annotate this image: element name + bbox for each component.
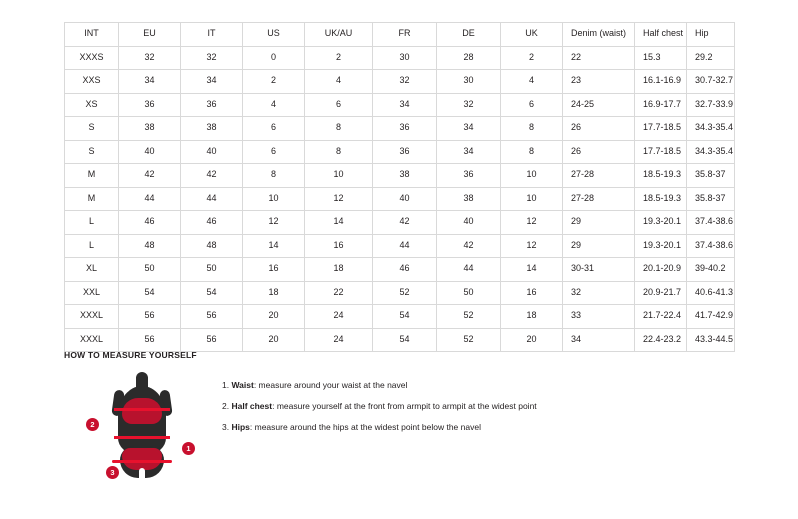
- measure-note-number: 2.: [222, 401, 230, 412]
- table-cell: 20.1-20.9: [635, 258, 687, 282]
- table-cell: 6: [243, 117, 305, 141]
- table-cell: 32: [119, 46, 181, 70]
- size-table: [64, 22, 735, 352]
- table-row: [65, 70, 735, 94]
- table-cell: 48: [119, 234, 181, 258]
- table-cell: 32: [437, 93, 501, 117]
- table-cell: 34: [373, 93, 437, 117]
- table-cell: 54: [373, 328, 437, 352]
- table-cell: 30-31: [563, 258, 635, 282]
- table-cell: 50: [181, 258, 243, 282]
- table-cell: 54: [373, 305, 437, 329]
- table-cell: 34: [119, 70, 181, 94]
- table-cell: 37.4-38.6: [687, 234, 735, 258]
- table-row: [65, 117, 735, 141]
- table-cell: 24-25: [563, 93, 635, 117]
- table-cell: 17.7-18.5: [635, 117, 687, 141]
- table-cell: 40: [181, 140, 243, 164]
- table-row: [65, 281, 735, 305]
- table-cell: 52: [437, 328, 501, 352]
- how-to-measure-section: [64, 350, 744, 490]
- measurement-figure: [84, 370, 204, 490]
- table-cell: XS: [65, 93, 119, 117]
- table-cell: 42: [181, 164, 243, 188]
- table-cell: 2: [305, 46, 373, 70]
- table-cell: 38: [181, 117, 243, 141]
- table-cell: 12: [305, 187, 373, 211]
- table-cell: 12: [243, 211, 305, 235]
- table-cell: XXS: [65, 70, 119, 94]
- table-cell: 29: [563, 234, 635, 258]
- table-cell: 32: [181, 46, 243, 70]
- table-cell: 41.7-42.9: [687, 305, 735, 329]
- table-cell: 34: [437, 117, 501, 141]
- table-cell: 2: [501, 46, 563, 70]
- table-cell: 6: [243, 140, 305, 164]
- table-row: [65, 305, 735, 329]
- measure-note-half-chest: [222, 401, 537, 411]
- table-cell: 36: [373, 117, 437, 141]
- table-cell: 34: [563, 328, 635, 352]
- table-row: [65, 46, 735, 70]
- table-cell: 27-28: [563, 187, 635, 211]
- table-cell: 8: [501, 140, 563, 164]
- table-cell: XXL: [65, 281, 119, 305]
- table-cell: M: [65, 187, 119, 211]
- table-cell: 30.7-32.7: [687, 70, 735, 94]
- size-chart: [64, 22, 734, 352]
- table-cell: 14: [305, 211, 373, 235]
- table-cell: 20: [243, 305, 305, 329]
- table-cell: 40.6-41.3: [687, 281, 735, 305]
- table-cell: 38: [119, 117, 181, 141]
- half-chest-measure-line: [114, 408, 170, 411]
- table-cell: 10: [501, 187, 563, 211]
- column-header-it: IT: [181, 23, 243, 47]
- measure-note-term: Half chest: [231, 401, 273, 412]
- table-cell: L: [65, 211, 119, 235]
- table-cell: 40: [437, 211, 501, 235]
- table-cell: 24: [305, 305, 373, 329]
- table-cell: 40: [119, 140, 181, 164]
- table-cell: 48: [181, 234, 243, 258]
- mannequin-leg-gap: [139, 468, 145, 482]
- measure-note-text: : measure yourself at the front from armpit to armpit at the widest point: [272, 401, 537, 412]
- table-cell: 29: [563, 211, 635, 235]
- measure-note-text: : measure around your waist at the navel: [253, 380, 408, 390]
- table-cell: 17.7-18.5: [635, 140, 687, 164]
- measure-notes: [222, 370, 537, 444]
- table-cell: 40: [373, 187, 437, 211]
- table-cell: 56: [181, 328, 243, 352]
- table-cell: 6: [305, 93, 373, 117]
- measure-note-term: Hips: [231, 422, 250, 433]
- measure-note-term: Waist: [231, 380, 254, 390]
- table-header-row: [65, 23, 735, 47]
- table-cell: 27-28: [563, 164, 635, 188]
- table-cell: 26: [563, 140, 635, 164]
- table-cell: 36: [373, 140, 437, 164]
- table-cell: XXXL: [65, 328, 119, 352]
- how-to-measure-title: HOW TO MEASURE YOURSELF: [64, 350, 197, 360]
- table-cell: 26: [563, 117, 635, 141]
- table-cell: 56: [119, 305, 181, 329]
- measure-note-number: 1.: [222, 380, 230, 390]
- table-row: [65, 211, 735, 235]
- table-cell: 32.7-33.9: [687, 93, 735, 117]
- measure-note-waist: [222, 380, 537, 390]
- table-cell: 28: [437, 46, 501, 70]
- table-cell: 16: [305, 234, 373, 258]
- table-cell: 10: [305, 164, 373, 188]
- table-cell: 42: [373, 211, 437, 235]
- table-cell: 37.4-38.6: [687, 211, 735, 235]
- measure-note-number: 3.: [222, 422, 230, 433]
- table-cell: 30: [373, 46, 437, 70]
- table-cell: 19.3-20.1: [635, 234, 687, 258]
- table-cell: 46: [181, 211, 243, 235]
- column-header-uk: UK: [501, 23, 563, 47]
- table-cell: 38: [373, 164, 437, 188]
- table-cell: S: [65, 140, 119, 164]
- table-cell: 44: [119, 187, 181, 211]
- table-cell: 54: [181, 281, 243, 305]
- table-cell: 4: [243, 93, 305, 117]
- marker-3-hips: 3: [106, 466, 119, 479]
- column-header-int: INT: [65, 23, 119, 47]
- table-cell: 20: [243, 328, 305, 352]
- table-cell: 32: [373, 70, 437, 94]
- table-cell: XXXL: [65, 305, 119, 329]
- mannequin-bottom-garment: [122, 448, 162, 470]
- table-cell: 36: [181, 93, 243, 117]
- table-cell: 22: [305, 281, 373, 305]
- table-cell: 34: [181, 70, 243, 94]
- table-cell: 54: [119, 281, 181, 305]
- table-cell: M: [65, 164, 119, 188]
- table-cell: 22: [563, 46, 635, 70]
- table-row: [65, 187, 735, 211]
- table-cell: 50: [119, 258, 181, 282]
- table-cell: L: [65, 234, 119, 258]
- table-cell: 33: [563, 305, 635, 329]
- column-header-fr: FR: [373, 23, 437, 47]
- table-row: [65, 93, 735, 117]
- table-cell: 46: [373, 258, 437, 282]
- column-header-us: US: [243, 23, 305, 47]
- table-cell: 43.3-44.5: [687, 328, 735, 352]
- table-row: [65, 328, 735, 352]
- table-row: [65, 140, 735, 164]
- table-cell: 52: [437, 305, 501, 329]
- table-cell: 44: [437, 258, 501, 282]
- marker-2-half-chest: 2: [86, 418, 99, 431]
- measure-note-text: : measure around the hips at the widest point below the navel: [249, 422, 481, 433]
- table-cell: 19.3-20.1: [635, 211, 687, 235]
- table-cell: 38: [437, 187, 501, 211]
- table-cell: 8: [243, 164, 305, 188]
- table-cell: 4: [305, 70, 373, 94]
- table-cell: 35.8-37: [687, 187, 735, 211]
- table-cell: 32: [563, 281, 635, 305]
- column-header-eu: EU: [119, 23, 181, 47]
- table-cell: 12: [501, 234, 563, 258]
- table-cell: 18.5-19.3: [635, 187, 687, 211]
- table-cell: 6: [501, 93, 563, 117]
- table-body: [65, 46, 735, 352]
- table-cell: S: [65, 117, 119, 141]
- marker-1-waist: 1: [182, 442, 195, 455]
- table-cell: 16: [501, 281, 563, 305]
- table-cell: 2: [243, 70, 305, 94]
- table-cell: 42: [437, 234, 501, 258]
- table-cell: XXXS: [65, 46, 119, 70]
- table-cell: 21.7-22.4: [635, 305, 687, 329]
- table-cell: 12: [501, 211, 563, 235]
- table-cell: 0: [243, 46, 305, 70]
- table-cell: 22.4-23.2: [635, 328, 687, 352]
- table-cell: 8: [305, 117, 373, 141]
- table-cell: 56: [119, 328, 181, 352]
- table-cell: 16.1-16.9: [635, 70, 687, 94]
- table-cell: 52: [373, 281, 437, 305]
- table-cell: 15.3: [635, 46, 687, 70]
- table-row: [65, 164, 735, 188]
- table-row: [65, 234, 735, 258]
- table-cell: 39-40.2: [687, 258, 735, 282]
- table-cell: 18: [501, 305, 563, 329]
- table-cell: 8: [305, 140, 373, 164]
- table-cell: 10: [243, 187, 305, 211]
- table-cell: 50: [437, 281, 501, 305]
- table-cell: 44: [181, 187, 243, 211]
- column-header-de: DE: [437, 23, 501, 47]
- table-cell: 18: [305, 258, 373, 282]
- table-cell: 56: [181, 305, 243, 329]
- table-cell: 29.2: [687, 46, 735, 70]
- table-row: [65, 258, 735, 282]
- hips-measure-line: [112, 460, 172, 463]
- table-cell: 30: [437, 70, 501, 94]
- table-cell: 34: [437, 140, 501, 164]
- column-header-half-chest: Half chest: [635, 23, 687, 47]
- table-cell: 4: [501, 70, 563, 94]
- table-cell: 20.9-21.7: [635, 281, 687, 305]
- table-cell: 42: [119, 164, 181, 188]
- column-header-denim-waist: Denim (waist): [563, 23, 635, 47]
- table-cell: 14: [501, 258, 563, 282]
- table-cell: 10: [501, 164, 563, 188]
- measure-note-hips: [222, 422, 537, 432]
- table-cell: 34.3-35.4: [687, 140, 735, 164]
- table-cell: XL: [65, 258, 119, 282]
- table-cell: 14: [243, 234, 305, 258]
- table-cell: 20: [501, 328, 563, 352]
- table-cell: 18: [243, 281, 305, 305]
- table-cell: 35.8-37: [687, 164, 735, 188]
- table-cell: 44: [373, 234, 437, 258]
- table-cell: 23: [563, 70, 635, 94]
- table-cell: 18.5-19.3: [635, 164, 687, 188]
- table-cell: 24: [305, 328, 373, 352]
- table-cell: 16.9-17.7: [635, 93, 687, 117]
- table-cell: 36: [437, 164, 501, 188]
- table-cell: 34.3-35.4: [687, 117, 735, 141]
- waist-measure-line: [114, 436, 170, 439]
- table-cell: 46: [119, 211, 181, 235]
- mannequin-top-garment: [122, 398, 162, 424]
- column-header-hip: Hip: [687, 23, 735, 47]
- table-cell: 36: [119, 93, 181, 117]
- table-cell: 16: [243, 258, 305, 282]
- column-header-uk-au: UK/AU: [305, 23, 373, 47]
- table-cell: 8: [501, 117, 563, 141]
- how-to-measure-body: [64, 370, 744, 490]
